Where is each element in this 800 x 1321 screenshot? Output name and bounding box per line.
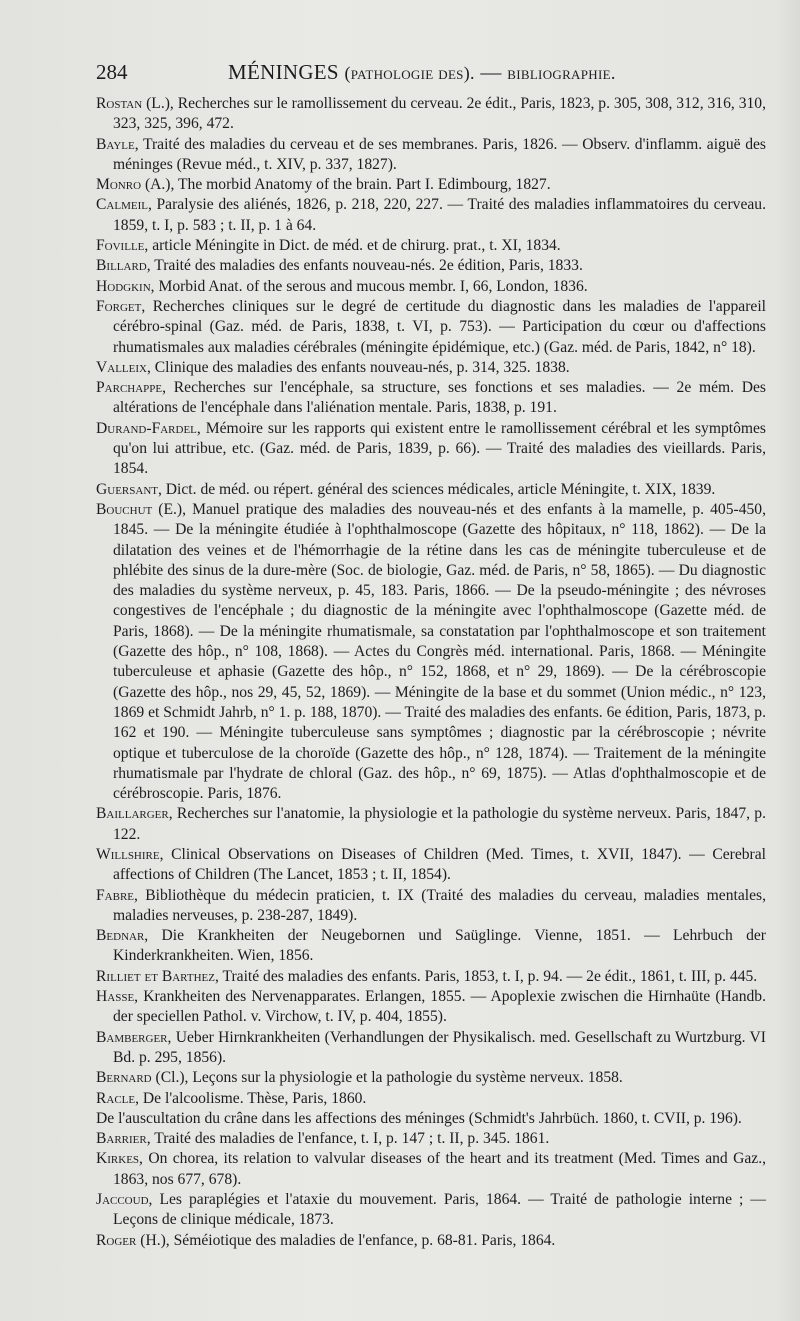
entry-text: , article Méningite in Dict. de méd. et de chirurg. prat., t. XI, 1834. <box>144 237 561 255</box>
bibliography-list <box>96 94 766 1251</box>
entry-text: , Mémoire sur les rapports qui existent entre le ramollissement cérébral et les symptômes qu'on lui attribue, etc. (Gaz. méd. de Paris, 1839, p. 66). — Traité des maladies des vieillards. Paris, 1854. <box>113 419 766 478</box>
entry-text: , Bibliothèque du médecin praticien, t. IX (Traité des maladies du cerveau, maladies mentales, maladies nerveuses, p. 238-287, 1849). <box>113 886 766 924</box>
entry-text: , Traité des maladies du cerveau et de ses membranes. Paris, 1826. — Observ. d'inflamm. aiguë des méninges (Revue méd., t. XIV, p. 337, 1827). <box>113 135 766 173</box>
entry-text: , Ueber Hirnkrankheiten (Verhandlungen der Physikalisch. med. Gesellschaft zu Wurtzburg. VI Bd. p. 295, 1856). <box>113 1028 766 1066</box>
entry-author: Bayle <box>96 135 135 153</box>
entry-author: Rilliet et Barthez <box>96 967 215 985</box>
bib-entry-baillarger <box>96 804 766 845</box>
page-header <box>96 60 776 90</box>
page-edge-shadow <box>776 0 800 1321</box>
entry-author: Roger <box>96 1231 137 1249</box>
bib-entry-foville <box>96 236 766 256</box>
entry-author: Bednar <box>96 927 145 945</box>
entry-author: Baillarger <box>96 805 169 823</box>
entry-author: Racle <box>96 1089 136 1107</box>
bib-entry-fabre <box>96 886 766 927</box>
entry-author: Guersant <box>96 480 158 498</box>
entry-author: Rostan <box>96 95 143 112</box>
bib-entry-billard <box>96 256 766 276</box>
bib-entry-bouchut <box>96 500 766 804</box>
entry-text: (H.), Séméiotique des maladies de l'enfance, p. 68-81. Paris, 1864. <box>136 1231 556 1249</box>
entry-author: Bernard <box>96 1069 152 1087</box>
entry-text: , Recherches sur l'anatomie, la physiologie et la pathologie du système nerveux. Paris, 1847, p. 122. <box>113 805 766 843</box>
bib-entry-auscultation <box>96 1109 766 1129</box>
entry-text: , Traité des maladies des enfants nouveau-nés. 2e édition, Paris, 1833. <box>146 257 583 275</box>
title-dash: — <box>480 60 502 84</box>
entry-text: , Les paraplégies et l'ataxie du mouvement. Paris, 1864. — Traité de pathologie interne ; — Leçons de clinique médicale, 1873. <box>113 1191 766 1229</box>
bib-entry-kirkes <box>96 1149 766 1190</box>
bib-entry-racle <box>96 1089 766 1109</box>
entry-author: Bamberger <box>96 1028 168 1046</box>
entry-author: Hasse <box>96 988 135 1006</box>
bib-entry-bayle <box>96 135 766 176</box>
entry-text: (A.), The morbid Anatomy of the brain. Part I. Edimbourg, 1827. <box>141 176 551 194</box>
bib-entry-calmeil <box>96 195 766 236</box>
entry-author: Forget <box>96 297 142 315</box>
bib-entry-forget <box>96 297 766 358</box>
entry-text: , De l'alcoolisme. Thèse, Paris, 1860. <box>135 1089 367 1107</box>
bib-entry-bednar <box>96 926 766 967</box>
entry-text: , Recherches sur l'encéphale, sa structure, ses fonctions et ses maladies. — 2e mém. Des altérations de l'encéphale dans l'aliénation mentale. Paris, 1838, p. 191. <box>113 379 766 417</box>
entry-author: Kirkes <box>96 1150 140 1168</box>
bib-entry-barrier <box>96 1129 766 1149</box>
entry-text: , Paralysie des aliénés, 1826, p. 218, 220, 227. — Traité des maladies inflammatoires du cerveau. 1859, t. I, p. 583 ; t. II, p. 1 à 64. <box>113 196 766 234</box>
entry-author: Willshire <box>96 845 160 863</box>
bib-entry-willshire <box>96 845 766 886</box>
bib-entry-rilliet-barthez <box>96 967 766 987</box>
bib-entry-guersant <box>96 480 766 500</box>
entry-text: , Clinical Observations on Diseases of Children (Med. Times, t. XVII, 1847). — Cerebral affections of Children (The Lancet, 1853 ; t. II, 1854). <box>113 845 766 884</box>
title-paren: (pathologie des). <box>344 63 475 83</box>
entry-text: , On chorea, its relation to valvular diseases of the heart and its treatment (Med. Times and Gaz., 1863, nos 677, 678). <box>113 1150 766 1188</box>
bib-entry-bernard <box>96 1068 766 1088</box>
entry-author: Barrier <box>96 1130 147 1148</box>
entry-author: Fabre <box>96 886 135 904</box>
entry-author: Parchappe <box>96 379 163 397</box>
bib-entry-monro <box>96 175 766 195</box>
entry-text: , Dict. de méd. ou répert. général des sciences médicales, article Méningite, t. XIX, 1839. <box>158 480 716 498</box>
bib-entry-parchappe <box>96 378 766 419</box>
bib-entry-valleix <box>96 358 766 378</box>
entry-text: , Die Krankheiten der Neugebornen und Saüglinge. Vienne, 1851. — Lehrbuch der Kinderkrankheiten. Wien, 1856. <box>113 927 766 965</box>
entry-author: Foville <box>96 237 145 255</box>
bib-entry-hasse <box>96 987 766 1028</box>
entry-text: De l'auscultation du crâne dans les affections des méninges (Schmidt's Jahrbüch. 1860, t. CVII, p. 196). <box>96 1109 742 1127</box>
entry-author: Hodgkin <box>96 277 151 295</box>
entry-text: , Recherches cliniques sur le degré de certitude du diagnostic dans les maladies de l'appareil cérébro-spinal (Gaz. méd. de Paris, 1838, t. VI, p. 753). — Participation du cœur ou d'affections rhumatismales aux maladies cérébrales (méningite épidémique, etc.) (Gaz. méd. de Paris, 1842, n° 18). <box>113 297 766 356</box>
entry-text: (L.), Recherches sur le ramollissement du cerveau. 2e édit., Paris, 1823, p. 305, 308, 312, 316, 310, 323, 325, 396, 472. <box>113 95 766 133</box>
entry-author: Jaccoud <box>96 1191 149 1209</box>
page-number: 284 <box>96 60 128 84</box>
bib-entry-durand-fardel <box>96 419 766 480</box>
entry-author: Valleix <box>96 358 147 376</box>
bib-entry-hodgkin <box>96 277 766 297</box>
entry-author: Durand-Fardel <box>96 419 197 437</box>
entry-author: Billard <box>96 257 147 275</box>
entry-text: (E.), Manuel pratique des maladies des nouveau-nés et des enfants à la mamelle, p. 405-450, 1845. — De la méningite étudiée à l'ophthalmoscope (Gazette des hôpitaux, n° 118, 1862). — De la dilatation des veines et de l'hémorrhagie de la rétine dans les cas de méningite tuberculeuse et de phlébite des sinus de la dure-mère (Soc. de biologie, Gaz. méd. de Paris, n° 58, 1865). — Du diagnostic des maladies du système nerveux, p. 45, 183. Paris, 1866. — De la pseudo-méningite ; des névroses congestives de l'encéphale ; du diagnostic de la méningite avec l'ophthalmoscope (Gazette méd. de Paris, 1868). — De la méningite rhumatismale, sa constatation par l'ophthalmoscope et son traitement (Gazette des hôp., n° 108, 1868). — Actes du Congrès méd. international. Paris, 1868. — Méningite tuberculeuse et aphasie (Gazette des hôp., n° 152, 1868, et n° 29, 1869). — De la cérébroscopie (Gazette des hôp., nos 29, 45, 52, 1869). — Méningite de la base et du sommet (Union médic., n° 123, 1869 et Schmidt Jahrb, n° 1. p. 188, 1870). — Traité des maladies des enfants. 6e édition, Paris, 1873, p. 162 et 190. — Méningite tuberculeuse sans symptômes ; diagnostic par la cérébroscopie ; névrite optique et tuberculose de la choroïde (Gazette des hôp., n° 128, 1874). — Traitement de la méningite rhumatismale par l'hydrate de chloral (Gaz. des hôp., n° 69, 1875). — Atlas d'ophthalmoscopie et de cérébroscopie. Paris, 1876. <box>113 500 766 803</box>
entry-text: , Morbid Anat. of the serous and mucous membr. I, 66, London, 1836. <box>150 277 588 295</box>
entry-text: , Clinique des maladies des enfants nouveau-nés, p. 314, 325. 1838. <box>146 358 570 376</box>
entry-text: , Krankheiten des Nervenapparates. Erlangen, 1855. — Apoplexie zwischen die Hirnhaüte (Handb. der speciellen Pathol. v. Virchow, t. IV, p. 404, 1855). <box>113 988 766 1026</box>
bib-entry-rostan <box>96 94 766 135</box>
bib-entry-jaccoud <box>96 1190 766 1231</box>
entry-text: (Cl.), Leçons sur la physiologie et la pathologie du système nerveux. 1858. <box>151 1069 623 1087</box>
entry-author: Monro <box>96 176 142 194</box>
title-section: bibliographie. <box>507 63 616 83</box>
entry-text: , Traité des maladies des enfants. Paris, 1853, t. I, p. 94. — 2e édit., 1861, t. III, p. 445. <box>214 967 758 985</box>
entry-author: Calmeil <box>96 196 148 214</box>
running-title <box>228 60 616 85</box>
entry-text: , Traité des maladies de l'enfance, t. I, p. 147 ; t. II, p. 345. 1861. <box>146 1130 550 1148</box>
bib-entry-bamberger <box>96 1028 766 1069</box>
bib-entry-roger <box>96 1231 766 1251</box>
title-main: MÉNINGES <box>228 60 339 84</box>
entry-author: Bouchut <box>96 500 153 518</box>
